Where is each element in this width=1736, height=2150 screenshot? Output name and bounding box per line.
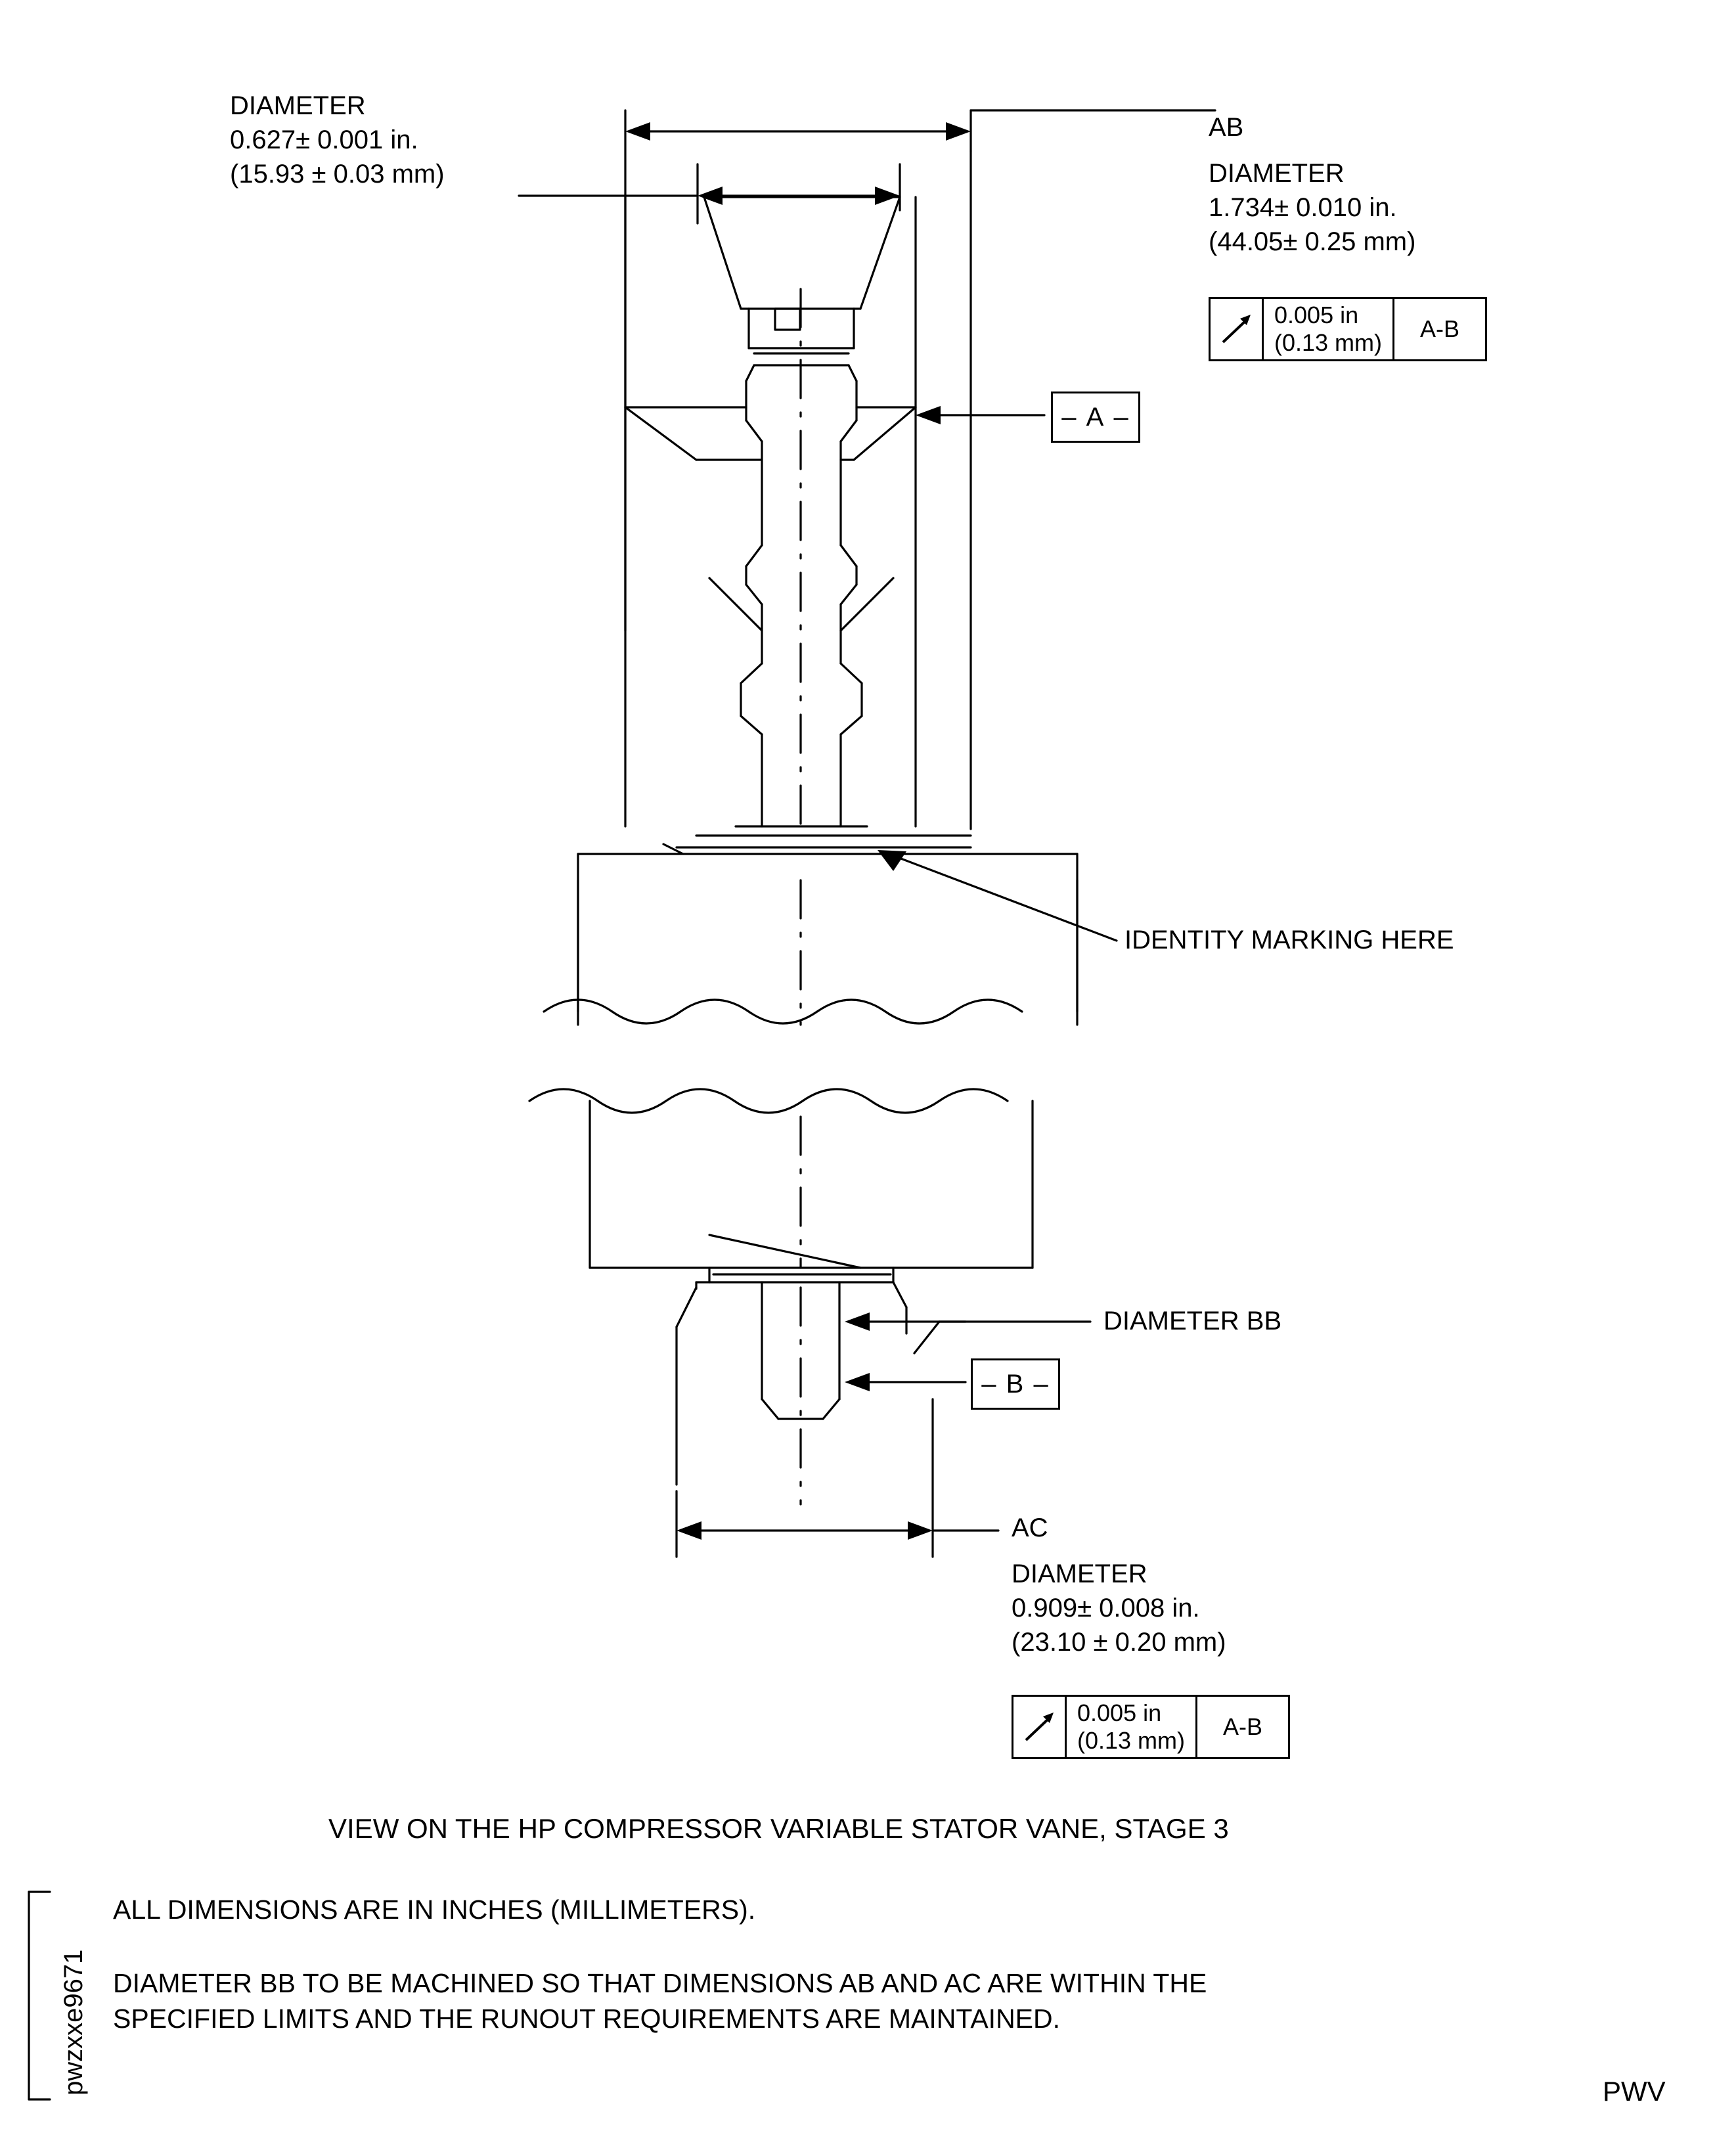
note-line-3: SPECIFIED LIMITS AND THE RUNOUT REQUIREMENTS ARE MAINTAINED. (113, 2004, 1061, 2034)
fcf-ab-value-in: 0.005 in (1274, 302, 1359, 328)
callout-ab-line3: (44.05± 0.25 mm) (1209, 227, 1416, 256)
arrowhead-top-left-1 (698, 187, 723, 205)
callout-ac-line1: DIAMETER (1012, 1559, 1147, 1588)
callout-ac-line3: (23.10 ± 0.20 mm) (1012, 1628, 1226, 1657)
shank-step3-left (741, 716, 762, 734)
wedge-right-4 (841, 578, 893, 631)
arrowhead-ac-right (908, 1521, 933, 1540)
break-line-lower (529, 1089, 1008, 1113)
fcf-ab-value (1262, 299, 1392, 359)
note-line-1: ALL DIMENSIONS ARE IN INCHES (MILLIMETERS). (113, 1894, 756, 1925)
wedge-right-2 (854, 407, 916, 460)
callout-top-left-line2: 0.627± 0.001 in. (230, 125, 418, 154)
shank-flare2-right (841, 663, 862, 683)
datum-a-dash-right: – (1105, 402, 1130, 432)
arrowhead-identity-marking (878, 850, 906, 871)
fcf-ac-value-mm: (0.13 mm) (1077, 1727, 1186, 1754)
shank-taper-left (746, 365, 754, 381)
shank-step-right (841, 420, 857, 441)
view-caption: VIEW ON THE HP COMPRESSOR VARIABLE STATOR VANE, STAGE 3 (328, 1813, 1229, 1844)
datum-a-label: A (1086, 402, 1105, 432)
runout-arrow-icon (1211, 299, 1262, 359)
fcf-ab-datums: A-B (1392, 299, 1485, 359)
callout-diameter-bb: DIAMETER BB (1103, 1307, 1282, 1335)
fcf-ab (1209, 297, 1487, 361)
stub-outer-right-taper (893, 1282, 906, 1307)
shank-flare-left (746, 545, 762, 566)
airfoil-bottom-detail (709, 1235, 860, 1268)
callout-top-left-line1: DIAMETER (230, 91, 366, 120)
datum-b-label: B (1006, 1369, 1025, 1399)
fcf-ac-value (1065, 1697, 1195, 1757)
arrowhead-ac-left (677, 1521, 701, 1540)
callout-ab-tag: AB (1209, 113, 1244, 142)
runout-arrow-glyph (1019, 1707, 1059, 1747)
stub-taper-left (677, 1288, 696, 1327)
datum-b-dash-right: – (1025, 1369, 1050, 1399)
boss-keyway (775, 309, 800, 330)
shank-step2-left (746, 585, 762, 604)
arrowhead-diameter-bb (845, 1312, 870, 1331)
shank-taper-right (849, 365, 857, 381)
callout-ac-tag: AC (1012, 1513, 1048, 1542)
arrowhead-datum-a (916, 406, 941, 424)
arrowhead-top-left-2 (875, 187, 900, 205)
shank-step3-right (841, 716, 862, 734)
side-reference-code: pwzxxe9671 (59, 1949, 88, 2095)
shank-flare-right (841, 545, 857, 566)
part-cone-left (704, 197, 741, 309)
arrowhead-ab-left (625, 122, 650, 141)
wedge-left-4 (709, 578, 762, 631)
part-cone-right (860, 197, 900, 309)
fcf-ac-datums: A-B (1195, 1697, 1288, 1757)
callout-top-left-line3: (15.93 ± 0.03 mm) (230, 160, 445, 189)
note-line-2: DIAMETER BB TO BE MACHINED SO THAT DIMENSIONS AB AND AC ARE WITHIN THE (113, 1968, 1207, 1998)
datum-b-box (971, 1358, 1060, 1410)
leader-identity-marking (885, 853, 1117, 941)
arrowhead-ab-right (946, 122, 971, 141)
fcf-ac-value-in: 0.005 in (1077, 1699, 1162, 1726)
fcf-ac (1012, 1695, 1290, 1759)
corner-reference-code: PWV (1603, 2076, 1666, 2107)
stub-round-right (823, 1399, 839, 1419)
shank-step2-right (841, 585, 857, 604)
runout-arrow-icon (1013, 1697, 1065, 1757)
wedge-left-2 (625, 407, 696, 460)
stub-round-left (762, 1399, 778, 1419)
shank-step-left (746, 420, 762, 441)
arrowhead-datum-b (845, 1373, 870, 1391)
break-line-upper (544, 1000, 1022, 1023)
callout-ac-line2: 0.909± 0.008 in. (1012, 1594, 1200, 1623)
shank-flare2-left (741, 663, 762, 683)
platform-chamfer-left (663, 844, 683, 854)
fcf-ab-value-mm: (0.13 mm) (1274, 329, 1383, 356)
callout-ab-line1: DIAMETER (1209, 159, 1345, 188)
callout-ab-line2: 1.734± 0.010 in. (1209, 193, 1397, 222)
callout-identity-marking: IDENTITY MARKING HERE (1124, 926, 1454, 954)
datum-b-dash-left: – (981, 1369, 1006, 1399)
datum-a-dash-left: – (1061, 402, 1086, 432)
leader-bb-diagonal (914, 1322, 939, 1353)
runout-arrow-glyph (1216, 309, 1256, 349)
datum-a-box (1051, 392, 1140, 443)
